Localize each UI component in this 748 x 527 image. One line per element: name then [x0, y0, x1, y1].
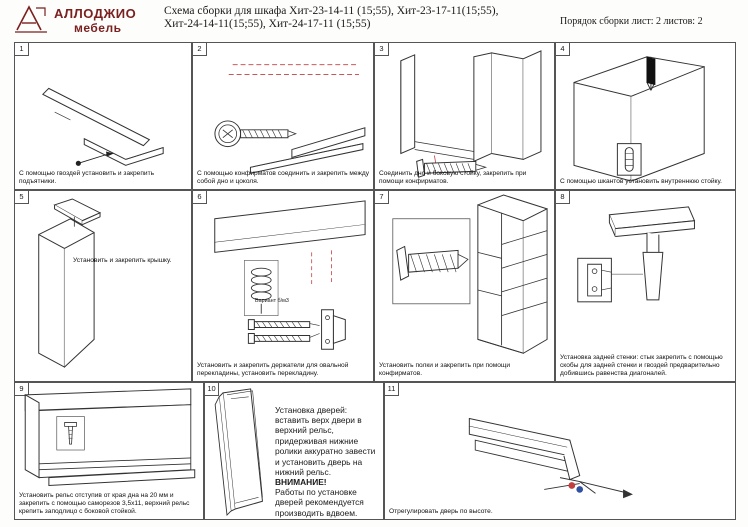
- page-title: [164, 5, 554, 31]
- step-number-2: 2: [193, 43, 207, 56]
- step-10-warning-title: ВНИМАНИЕ!: [275, 477, 327, 487]
- sheet-info: Порядок сборки лист: 2 листов: 2: [560, 16, 703, 27]
- step-number-10: 10: [205, 383, 219, 396]
- step-caption-4: С помощью шкантов установить внутреннюю стойку.: [560, 178, 722, 185]
- brand-line-2: мебель: [74, 21, 122, 35]
- step-6-note: Вариант б/м3: [255, 298, 289, 304]
- step-number-6: 6: [193, 191, 207, 204]
- step-4-illustration: [556, 43, 735, 189]
- step-cell-10: [204, 382, 384, 520]
- page-header: [0, 0, 748, 44]
- brand-name: [54, 6, 136, 35]
- step-10-warning-text: Работы по установке дверей рекомендуется производить вдвоем.: [275, 487, 364, 518]
- step-caption-1: С помощью гвоздей установить и закрепить подъятники.: [19, 170, 155, 185]
- step-caption-3: Соединить дно и боковую стойку, закрепить при помощи конфирматов.: [379, 170, 527, 185]
- step-caption-8: Установка задней стенки: стык закрепить с помощью скобы для задней стенки и гвоздей предварительно добившись равенства диагоналей.: [560, 354, 723, 377]
- step-cell-1: [14, 42, 192, 190]
- step-number-9: 9: [15, 383, 29, 396]
- brand-line-1: АЛЛОДЖИО: [54, 6, 137, 21]
- step-cell-6: [192, 190, 374, 382]
- step-11-illustration: [385, 383, 735, 519]
- step-caption-2: С помощью конфирматов соединить и закрепить между собой дно и цоколя.: [197, 170, 370, 185]
- step-number-5: 5: [15, 191, 29, 204]
- step-cell-8: [555, 190, 736, 382]
- step-5-illustration: [15, 191, 191, 381]
- step-caption-11: Отрегулировать дверь по высоте.: [389, 508, 493, 515]
- step-1-illustration: [15, 43, 191, 189]
- step-caption-9: Установить рельс отступив от края дна на 20 мм и закрепить с помощью саморезов 3,5х11, верхний рельс крепить заподлицо с боковой стойкой.: [19, 492, 190, 515]
- step-caption-6: Установить и закрепить держатели для овальной перекладины, установить перекладину.: [197, 362, 349, 377]
- step-cell-9: [14, 382, 204, 520]
- step-2-illustration: [193, 43, 373, 189]
- step-number-1: 1: [15, 43, 29, 56]
- steps-grid: [14, 42, 736, 520]
- step-7-illustration: [375, 191, 554, 381]
- step-cell-5: [14, 190, 192, 382]
- page-title-line-1: Схема сборки для шкафа Хит-23-14-11 (15;55), Хит-23-17-11(15;55),: [164, 5, 499, 17]
- step-caption-7: Установить полки и закрепить при помощи конфирматов.: [379, 362, 511, 377]
- step-number-4: 4: [556, 43, 570, 56]
- step-caption-5: Установить и закрепить крышку.: [73, 257, 172, 264]
- step-cell-11: [384, 382, 736, 520]
- step-cell-7: [374, 190, 555, 382]
- step-8-illustration: [556, 191, 735, 381]
- step-number-8: 8: [556, 191, 570, 204]
- page-title-line-2: Хит-24-14-11(15;55), Хит-24-17-11 (15;55): [164, 18, 371, 30]
- step-number-11: 11: [385, 383, 399, 396]
- step-10-body-text: вставить верх двери в верхний рельс, придерживая нижние ролики аккуратно завести и установить дверь на нижний рельс.: [275, 415, 376, 478]
- step-number-7: 7: [375, 191, 389, 204]
- step-3-illustration: [375, 43, 554, 189]
- step-number-3: 3: [375, 43, 389, 56]
- step-6-illustration: [193, 191, 373, 381]
- step-cell-3: [374, 42, 555, 190]
- step-cell-2: [192, 42, 374, 190]
- step-cell-4: [555, 42, 736, 190]
- step-10-body-title: Установка дверей:: [275, 405, 348, 415]
- company-logo-icon: [14, 4, 48, 34]
